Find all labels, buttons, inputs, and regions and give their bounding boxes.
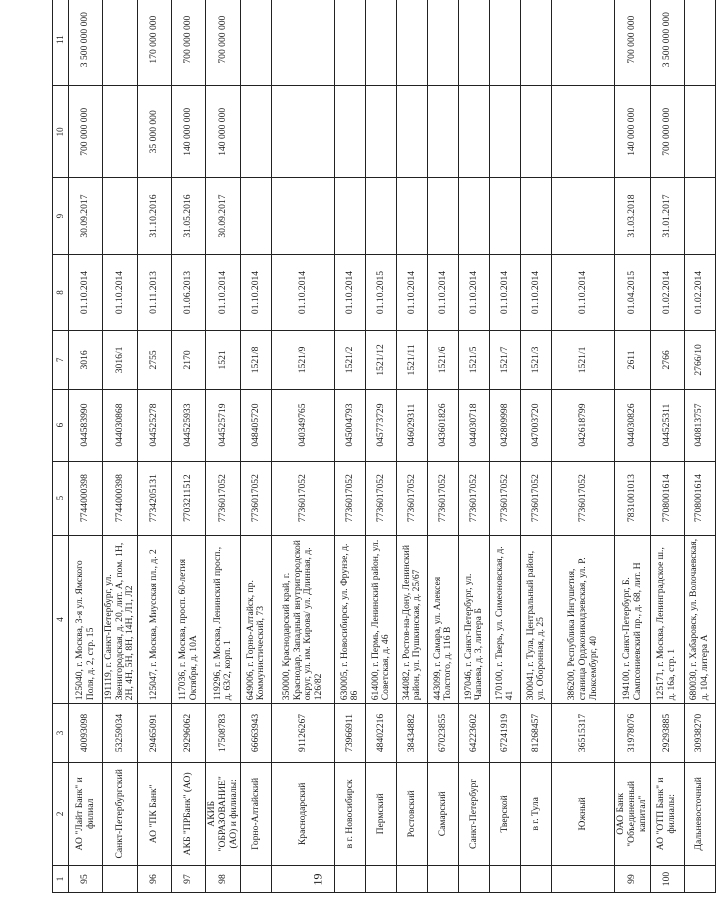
reg-number: 2766 (650, 331, 684, 389)
table-row (615, 0, 650, 893)
inn-code: 7736017052 (521, 461, 552, 535)
reg-number: 1521/1 (552, 331, 615, 389)
inn-code: 7736017052 (366, 461, 397, 535)
capital-max: 700 000 000 (206, 0, 241, 86)
inn-code: 7736017052 (459, 461, 490, 535)
table-row (103, 0, 138, 893)
table-body (69, 0, 716, 893)
page-number: 19 (310, 873, 325, 886)
license-date: 01.04.2015 (615, 254, 650, 330)
table-row (138, 0, 172, 893)
bik-code: 046029311 (397, 389, 428, 461)
okpo-code: 48402216 (366, 704, 397, 762)
capital-max: 170 000 000 (138, 0, 172, 86)
address: 649006, г. Горно-Алтайск, пр. Коммунистический, 73 (241, 535, 272, 704)
row-number (459, 866, 490, 893)
address: 125047, г. Москва, Миусская пл., д. 2 (138, 535, 172, 704)
bank-name: Пермский (366, 762, 397, 865)
capital-min: 35 000 000 (138, 86, 172, 178)
address: 170100, г. Тверь, ул. Симеоновская, д. 41 (490, 535, 521, 704)
table-header (53, 0, 69, 893)
inn-code: 7831001013 (615, 461, 650, 535)
okpo-code: 29293885 (650, 704, 684, 762)
address: 386200, Республика Ингушетия, станица Орджоникидзевская, ул. Р. Люксембург, 40 (552, 535, 615, 704)
row-number: 100 (650, 866, 684, 893)
bik-code: 044030868 (103, 389, 138, 461)
bank-name: Санкт-Петербургский (103, 762, 138, 865)
end-date (241, 178, 272, 254)
column-header: 8 (53, 254, 69, 330)
address: 680030, г. Хабаровск, ул. Волочаевская, д. 104, литера А (684, 535, 715, 704)
reg-number: 2766/10 (684, 331, 715, 389)
capital-min: 140 000 000 (206, 86, 241, 178)
reg-number: 1521/3 (521, 331, 552, 389)
bank-name: АКИБ "ОБРАЗОВАНИЕ" (АО) и филиалы: (206, 762, 241, 865)
end-date (684, 178, 715, 254)
column-header: 4 (53, 535, 69, 704)
registry-table (52, 0, 716, 893)
end-date: 31.05.2016 (172, 178, 206, 254)
end-date (428, 178, 459, 254)
bik-code: 043601826 (428, 389, 459, 461)
capital-max (552, 0, 615, 86)
end-date: 31.10.2016 (138, 178, 172, 254)
capital-min: 700 000 000 (69, 86, 103, 178)
bik-code: 047003720 (521, 389, 552, 461)
row-number (521, 866, 552, 893)
bank-name: в г. Тула (521, 762, 552, 865)
address: 197046, г. Санкт-Петербург, ул. Чапаева, д. 3, литера Б (459, 535, 490, 704)
inn-code: 7736017052 (206, 461, 241, 535)
inn-code: 7736017052 (241, 461, 272, 535)
okpo-code: 81268457 (521, 704, 552, 762)
row-number (335, 866, 366, 893)
license-date: 01.10.2014 (552, 254, 615, 330)
license-date: 01.10.2014 (397, 254, 428, 330)
reg-number: 1521/5 (459, 331, 490, 389)
row-number: 98 (206, 866, 241, 893)
license-date: 01.02.2014 (650, 254, 684, 330)
capital-max (397, 0, 428, 86)
bank-name: АО "ОТП Банк" и филиалы: (650, 762, 684, 865)
license-date: 01.10.2014 (103, 254, 138, 330)
bank-name: ОАО Банк "Объединенный капитал" (615, 762, 650, 865)
table-row (241, 0, 272, 893)
bik-code: 044525719 (206, 389, 241, 461)
column-header: 11 (53, 0, 69, 86)
bank-name: АО "Лайт Банк" и филиал (69, 762, 103, 865)
capital-max (684, 0, 715, 86)
reg-number: 2611 (615, 331, 650, 389)
table-row (490, 0, 521, 893)
address: 117036, г. Москва, просп. 60-летия Октября, д. 10А (172, 535, 206, 704)
bank-name: АО "ПК Банк" (138, 762, 172, 865)
capital-min (552, 86, 615, 178)
okpo-code: 66663943 (241, 704, 272, 762)
license-date: 01.10.2015 (366, 254, 397, 330)
table-row (684, 0, 715, 893)
column-header: 6 (53, 389, 69, 461)
license-date: 01.06.2013 (172, 254, 206, 330)
capital-min (272, 86, 335, 178)
inn-code: 7736017052 (272, 461, 335, 535)
capital-min (103, 86, 138, 178)
address: 194100, г. Санкт-Петербург, Б. Сампсониевский пр., д. 68, лит. Н (615, 535, 650, 704)
row-number: 97 (172, 866, 206, 893)
table-row (650, 0, 684, 893)
okpo-code: 73966911 (335, 704, 366, 762)
reg-number: 1521/7 (490, 331, 521, 389)
bank-name: Санкт-Петербург (459, 762, 490, 865)
end-date (366, 178, 397, 254)
capital-max (428, 0, 459, 86)
row-number (272, 866, 335, 893)
capital-max (241, 0, 272, 86)
end-date: 30.09.2017 (206, 178, 241, 254)
address: 350000, Краснодарский край, г. Краснодар, Западный внутригородской округ, ул. им. Кирова/ ул. Длинная, д. 126/82 (272, 535, 335, 704)
bik-code: 040813757 (684, 389, 715, 461)
reg-number: 2755 (138, 331, 172, 389)
okpo-code: 29296062 (172, 704, 206, 762)
capital-min (428, 86, 459, 178)
bik-code: 045004793 (335, 389, 366, 461)
row-number (241, 866, 272, 893)
okpo-code: 31978076 (615, 704, 650, 762)
capital-max (103, 0, 138, 86)
license-date: 01.10.2014 (206, 254, 241, 330)
capital-max: 700 000 000 (615, 0, 650, 86)
reg-number: 1521/12 (366, 331, 397, 389)
bik-code: 042618799 (552, 389, 615, 461)
reg-number: 3016 (69, 331, 103, 389)
license-date: 01.10.2014 (335, 254, 366, 330)
table-row (69, 0, 103, 893)
okpo-code: 29465091 (138, 704, 172, 762)
capital-max: 3 500 000 000 (650, 0, 684, 86)
okpo-code: 91126267 (272, 704, 335, 762)
inn-code: 7744000398 (69, 461, 103, 535)
capital-min (366, 86, 397, 178)
row-number (552, 866, 615, 893)
column-header: 10 (53, 86, 69, 178)
bik-code: 042809998 (490, 389, 521, 461)
bank-name: Тверской (490, 762, 521, 865)
table-row (552, 0, 615, 893)
capital-min (397, 86, 428, 178)
bank-name: АКБ "ПРБанк" (АО) (172, 762, 206, 865)
bik-code: 040349765 (272, 389, 335, 461)
reg-number: 1521/6 (428, 331, 459, 389)
inn-code: 7736017052 (335, 461, 366, 535)
address: 614000, г. Пермь, Ленинский район, ул. Советская, д. 46 (366, 535, 397, 704)
inn-code: 7744000398 (103, 461, 138, 535)
table-row (172, 0, 206, 893)
column-header: 1 (53, 866, 69, 893)
end-date (397, 178, 428, 254)
row-number: 96 (138, 866, 172, 893)
table-row (335, 0, 366, 893)
inn-code: 7736017052 (552, 461, 615, 535)
okpo-code: 30938270 (684, 704, 715, 762)
capital-max (490, 0, 521, 86)
reg-number: 1521/2 (335, 331, 366, 389)
reg-number: 1521/9 (272, 331, 335, 389)
table-row (397, 0, 428, 893)
license-date: 01.10.2014 (490, 254, 521, 330)
table-row (366, 0, 397, 893)
capital-min: 140 000 000 (615, 86, 650, 178)
row-number (684, 866, 715, 893)
reg-number: 2170 (172, 331, 206, 389)
bik-code: 044030826 (615, 389, 650, 461)
bik-code: 045773729 (366, 389, 397, 461)
license-date: 01.10.2014 (69, 254, 103, 330)
row-number (366, 866, 397, 893)
end-date (459, 178, 490, 254)
reg-number: 1521/11 (397, 331, 428, 389)
reg-number: 1521 (206, 331, 241, 389)
column-header: 7 (53, 331, 69, 389)
license-date: 01.10.2014 (521, 254, 552, 330)
column-header: 3 (53, 704, 69, 762)
address: 443099, г. Самара, ул. Алексея Толстого, д. 116 В (428, 535, 459, 704)
bik-code: 044525278 (138, 389, 172, 461)
capital-min (459, 86, 490, 178)
bank-name: Южный (552, 762, 615, 865)
capital-max: 3 500 000 000 (69, 0, 103, 86)
okpo-code: 36515317 (552, 704, 615, 762)
bik-code: 044030718 (459, 389, 490, 461)
registry-table-container (52, 0, 710, 893)
reg-number: 3016/1 (103, 331, 138, 389)
table-row (428, 0, 459, 893)
row-number: 95 (69, 866, 103, 893)
inn-code: 7736017052 (397, 461, 428, 535)
okpo-code: 67241919 (490, 704, 521, 762)
end-date (103, 178, 138, 254)
bank-name: Ростовский (397, 762, 428, 865)
license-date: 01.10.2014 (272, 254, 335, 330)
capital-max (521, 0, 552, 86)
column-header: 9 (53, 178, 69, 254)
end-date: 31.03.2018 (615, 178, 650, 254)
inn-code: 7703211512 (172, 461, 206, 535)
end-date (272, 178, 335, 254)
license-date: 01.10.2014 (459, 254, 490, 330)
okpo-code: 40093098 (69, 704, 103, 762)
bank-name: Самарский (428, 762, 459, 865)
capital-min (490, 86, 521, 178)
bik-code: 048405720 (241, 389, 272, 461)
bank-name: Краснодарский (272, 762, 335, 865)
okpo-code: 17508783 (206, 704, 241, 762)
row-number (397, 866, 428, 893)
address: 630005, г. Новосибирск, ул. Фрунзе, д. 86 (335, 535, 366, 704)
bank-name: Дальневосточный (684, 762, 715, 865)
address: 125171, г. Москва, Ленинградское ш., д. 16а, стр. 1 (650, 535, 684, 704)
capital-max: 700 000 000 (172, 0, 206, 86)
okpo-code: 53259034 (103, 704, 138, 762)
okpo-code: 67023855 (428, 704, 459, 762)
table-row (521, 0, 552, 893)
bank-name: Горно-Алтайский (241, 762, 272, 865)
address: 191119, г. Санкт-Петербург, ул. Звенигородская, д. 20, лит. А, пом. 1Н, 2Н, 4Н, 5Н, 8Н, 14Н, Л1, Л2 (103, 535, 138, 704)
capital-min (241, 86, 272, 178)
inn-code: 7736017052 (428, 461, 459, 535)
column-header: 2 (53, 762, 69, 865)
end-date (335, 178, 366, 254)
capital-min (684, 86, 715, 178)
okpo-code: 38434882 (397, 704, 428, 762)
capital-min: 140 000 000 (172, 86, 206, 178)
inn-code: 7708001614 (684, 461, 715, 535)
license-date: 01.10.2014 (241, 254, 272, 330)
reg-number: 1521/8 (241, 331, 272, 389)
capital-min: 700 000 000 (650, 86, 684, 178)
table-row (272, 0, 335, 893)
address: 344082, г. Ростов-на-Дону, Ленинский район, ул. Пушкинская, д. 25/67 (397, 535, 428, 704)
inn-code: 7734205131 (138, 461, 172, 535)
row-number (103, 866, 138, 893)
end-date: 31.01.2017 (650, 178, 684, 254)
capital-min (521, 86, 552, 178)
license-date: 01.02.2014 (684, 254, 715, 330)
okpo-code: 64223602 (459, 704, 490, 762)
end-date: 30.09.2017 (69, 178, 103, 254)
inn-code: 7708001614 (650, 461, 684, 535)
bank-name: в г. Новосибирск (335, 762, 366, 865)
license-date: 01.10.2014 (428, 254, 459, 330)
capital-max (366, 0, 397, 86)
capital-max (459, 0, 490, 86)
column-header: 5 (53, 461, 69, 535)
row-number: 99 (615, 866, 650, 893)
address: 119296, г. Москва, Ленинский просп., д. 63/2, корп. 1 (206, 535, 241, 704)
table-row (459, 0, 490, 893)
inn-code: 7736017052 (490, 461, 521, 535)
end-date (521, 178, 552, 254)
license-date: 01.11.2013 (138, 254, 172, 330)
row-number (490, 866, 521, 893)
bik-code: 044525311 (650, 389, 684, 461)
table-row (206, 0, 241, 893)
address: 300041, г. Тула, Центральный район, ул. Оборонная, д. 25 (521, 535, 552, 704)
address: 125040, г. Москва, 3-я ул. Ямского Поля, д. 2, стр. 15 (69, 535, 103, 704)
capital-max (272, 0, 335, 86)
bik-code: 044525933 (172, 389, 206, 461)
end-date (552, 178, 615, 254)
capital-min (335, 86, 366, 178)
capital-max (335, 0, 366, 86)
bik-code: 044583990 (69, 389, 103, 461)
row-number (428, 866, 459, 893)
end-date (490, 178, 521, 254)
